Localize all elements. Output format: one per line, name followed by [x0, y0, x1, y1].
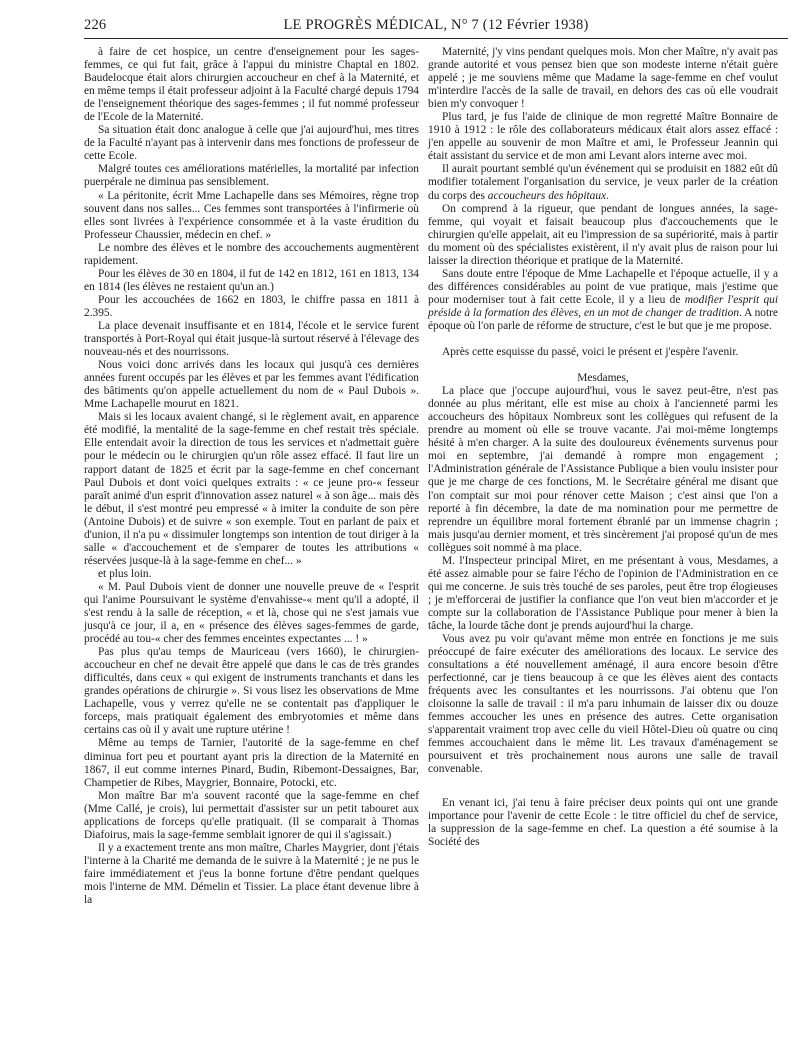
paragraph [428, 268, 778, 333]
running-header [84, 17, 788, 37]
paragraph [428, 203, 778, 268]
text-run: . A notre époque où l'on parle de réforme de structure, c'est le but que je me propose. [428, 306, 778, 332]
text-run: On comprend à la rigueur, que pendant de longues années, la sage-femme, qui voyait et faisait beaucoup plus d'accouchements que le chirurgien qu'elle appelait, ait eu l'impression de sa supériorité, mais à partir du moment où des spécialistes existèrent, il n'y avait plus de raison pour lui laisser la direction théorique et pratique de la Maternité. [428, 202, 778, 267]
text-run: La place que j'occupe aujourd'hui, vous le savez peut-être, n'est pas donnée au plus méritant, elle est mise au choix à l'ancienneté parmi les accoucheurs des hôpitaux Nombreux sont les collègues qui refusent de la prendre au moment où elle se trouve vacante. J'ai moi-même longtemps hésité à m'en charger. A la suite des douloureux événements survenus pour moi en septembre, j'ai demandé à rompre mon engagement ; l'Administration générale de l'Assistance Publique a bien voulu insister pour que je me charge de ces fonctions, M. le Secrétaire général me disant que l'on comptait sur moi pour rénover cette Maison ; c'est ainsi que l'on a reporté à fin décembre, la date de ma nomination pour me permettre de reprendre un équilibre moral fortement ébranlé par un immense chagrin ; mais jusqu'au dernier moment, et très sincèrement j'ai proposé qu'un de mes collègues soit nommé à ma place. [428, 385, 778, 554]
text-run: M. l'Inspecteur principal Miret, en me présentant à vous, Mesdames, a été assez aimable pour se faire l'écho de l'opinion de l'Administration en ce qui me concerne. Je suis très touché de ses paroles, peut être trop élogieuses ; je m'efforcerai de justifier la confiance que l'on veut bien m'accorder et je compte sur la collaboration de l'Assistance Publique pour mener à bien la tâche, la lourde tâche dont je prends aujourd'hui la charge. [428, 554, 778, 632]
text-run: . [606, 189, 609, 202]
paragraph [428, 385, 778, 555]
paragraph: « La péritonite, écrit Mme Lachapelle dans ses Mémoires, règne trop souvent dans nos salles... Ces femmes sont transportées à l'infirmerie où elles sont livrées à l'expérience consommée et à la vaste érudition du Professeur Chaussier, médecin en chef. » [84, 189, 419, 241]
text-run: Plus tard, je fus l'aide de clinique de mon regretté Maître Bonnaire de 1910 à 1912 : le rôle des collaborateurs médicaux était alors assez effacé : j'en appelle au souvenir de mon Maître et ami, le Professeur Jeannin qui était assistant du service et de mon ami Levant alors interne avec moi. [428, 111, 778, 163]
text-run: Il aurait pourtant semblé qu'un événement qui se produisit en 1882 eût dû modifier totalement l'organisation du service, je veux parler de la création du corps des [428, 163, 778, 202]
text-run: Maternité, j'y vins pendant quelques mois. Mon cher Maître, n'y avait pas grande autorité et vous pensez bien que son modeste interne n'était guère appelé ; je me souviens même que Madame la sage-femme en chef voulut m'interdire l'accès de la salle de travail, en dehors des cas où elle voudrait bien m'y convoquer ! [428, 46, 778, 111]
paragraph: Le nombre des élèves et le nombre des accouchements augmentèrent rapidement. [84, 241, 419, 267]
italic-run: modifier l'esprit qui préside à la formation des élèves, en un mot de changer de tradition [428, 293, 778, 319]
paragraph: Pour les accouchées de 1662 en 1803, le chiffre passa en 1811 à 2.395. [84, 293, 419, 319]
paragraph [428, 346, 778, 359]
italic-run: accoucheurs des hôpitaux [487, 189, 607, 202]
text-run: Vous avez pu voir qu'avant même mon entrée en fonctions je me suis préoccupé de faire exécuter des améliorations des locaux. Le service des consultations a été nouvellement aménagé, il aura encore besoin d'être perfectionné, car je tiens beaucoup à ce que les élèves aient des contacts fréquents avec les consultantes et les nourrissons. J'ai obtenu que l'on cloisonne la salle de travail : il m'a paru inhumain de laisser dix ou douze femmes accoucher les unes en présence des autres. Cette organisation s'apparentait vraiment trop avec celle du vieil Hôtel-Dieu où quatre ou cinq femmes accouchaient dans le même lit. Les travaux d'aménagement se poursuivent et très prochainement nous aurons une salle de travail convenable. [428, 633, 778, 776]
journal-title: LE PROGRÈS MÉDICAL, N° 7 (12 Février 1938) [283, 17, 589, 33]
paragraph: Il y a exactement trente ans mon maître, Charles Maygrier, dont j'étais l'interne à la Charité me demanda de le suivre à la Maternité ; je ne pus le faire immédiatement et j'eus la bonne fortune d'être pendant quelques mois l'interne de MM. Démelin et Tissier. La place étant devenue libre à la [84, 841, 419, 907]
paragraph: La place devenait insuffisante et en 1814, l'école et le service furent transportés à Port-Royal qui était jusque-là surtout réservé à l'élevage des nouveau-nés et des nourrissons. [84, 319, 419, 359]
paragraph [428, 163, 778, 202]
page-number: 226 [84, 17, 107, 33]
paragraph: à faire de cet hospice, un centre d'enseignement pour les sages-femmes, ce qui fut fait, grâce à l'appui du ministre Chaptal en 1802. Baudelocque était alors chirurgien accoucheur en chef à la Maternité, et en même temps il était professeur adjoint à la Faculté chargé depuis 1794 de l'enseignement théorique des sages-femmes ; il fut nommé professeur de l'Ecole de la Maternité. [84, 46, 419, 124]
paragraph: Nous voici donc arrivés dans les locaux qui jusqu'à ces dernières années furent occupés par les élèves et par les femmes avant l'édification des bâtiments qu'on appelle actuellement du nom de « Paul Dubois ». Mme Lachapelle mourut en 1821. [84, 359, 419, 411]
text-run: Après cette esquisse du passé, voici le présent et j'espère l'avenir. [442, 346, 739, 359]
paragraph: et plus loin. [98, 567, 152, 580]
right-column [428, 46, 778, 849]
text-run: En venant ici, j'ai tenu à faire préciser deux points qui ont une grande importance pour l'avenir de cette Ecole : le titre officiel du chef de service, la suppression de la sage-femme en chef. La question a été soumise à la Société des [428, 796, 778, 848]
text-run: Mesdames, [577, 372, 629, 385]
paragraph: Mais si les locaux avaient changé, si le règlement avait, en apparence été modifié, la mentalité de la sage-femme en chef restait très spéciale. Elle entendait avoir la direction de tous les services et n'admettait guère pour le médecin ou le chirurgien qu'un rôle assez effacé. Il faut lire un rapport datant de 1825 et écrit par la sage-femme en chef concernant Paul Dubois et dont voici quelques extraits : « ce jeune pro-« fesseur paraît animé d'un esprit d'innovation assez naturel « à son âge... mais dès le début, il s'est montré peu empressé « à imiter la conduite de son père (Antoine Dubois) et de suivre « son exemple. Tout en parlant de paix et d'union, il n'a pu « dissimuler longtemps son intention de tout diriger à la salle « d'accouchement et de s'emparer de toutes les attributions « réservées jusque-là à la sage-femme en chef... » [84, 411, 419, 567]
paragraph: Pas plus qu'au temps de Mauriceau (vers 1660), le chirurgien-accoucheur en chef ne devait être appelé que dans le cas de très grandes difficultés, dans ceux « qui exigent de instruments tranchants et dans les grandes opérations de chirurgie ». Si vous lisez les observations de Mme Lachapelle, vous y verrez qu'elle ne se contentait pas d'appliquer le forceps, mais pratiquait également des embryotomies et même dans certains cas où il y avait une rupture utérine ! [84, 646, 419, 737]
paragraph [428, 111, 778, 163]
header-rule [84, 38, 788, 39]
paragraph: Même au temps de Tarnier, l'autorité de la sage-femme en chef diminua fort peu et pourtant ayant pris la direction de la Maternité en 1867, il eut comme internes Pinard, Budin, Ribemont-Dessaignes, Bar, Champetier de Ribes, Maygrier, Bonnaire, Potocki, etc. [84, 737, 419, 789]
paragraph: Malgré toutes ces améliorations matérielles, la mortalité par infection puerpérale ne diminua pas sensiblement. [84, 163, 419, 189]
text-run: Sans doute entre l'époque de Mme Lachapelle et l'époque actuelle, il y a des différences considérables au point de vue pratique, mais j'estime que pour moderniser tout à fait cette Ecole, il y a lieu de [428, 267, 778, 306]
paragraph [428, 46, 778, 111]
paragraph: Sa situation était donc analogue à celle que j'ai aujourd'hui, mes titres de la Faculté n'ayant pas à intervenir dans mes fonctions de professeur de cette Ecole. [84, 124, 419, 163]
paragraph: Mon maître Bar m'a souvent raconté que la sage-femme en chef (Mme Callé, je crois), lui permettait d'assister sur un petit tabouret aux applications de forceps qu'elle pratiquait. (Il se comparait à Thomas Diafoirus, mais la sage-femme semblait ignorer de qui il s'agissait.) [84, 789, 419, 841]
paragraph: Pour les élèves de 30 en 1804, il fut de 142 en 1812, 161 en 1813, 134 en 1814 (les élèves ne restaient qu'un an.) [84, 267, 419, 293]
paragraph [428, 797, 778, 849]
paragraph: « M. Paul Dubois vient de donner une nouvelle preuve de « l'esprit qui l'anime Poursuivant le système d'envahisse-« ment qu'il a adopté, il s'est rendu à la salle de réception, « et là, chose qui ne s'est jamais vue jusqu'à ce jour, il a, en « présence des élèves sages-femmes de garde, procédé au tou-« cher des femmes enceintes expectantes ... ! » [84, 580, 419, 646]
left-column [84, 46, 419, 907]
paragraph [428, 555, 778, 633]
salutation [428, 372, 778, 385]
paragraph [428, 633, 778, 777]
